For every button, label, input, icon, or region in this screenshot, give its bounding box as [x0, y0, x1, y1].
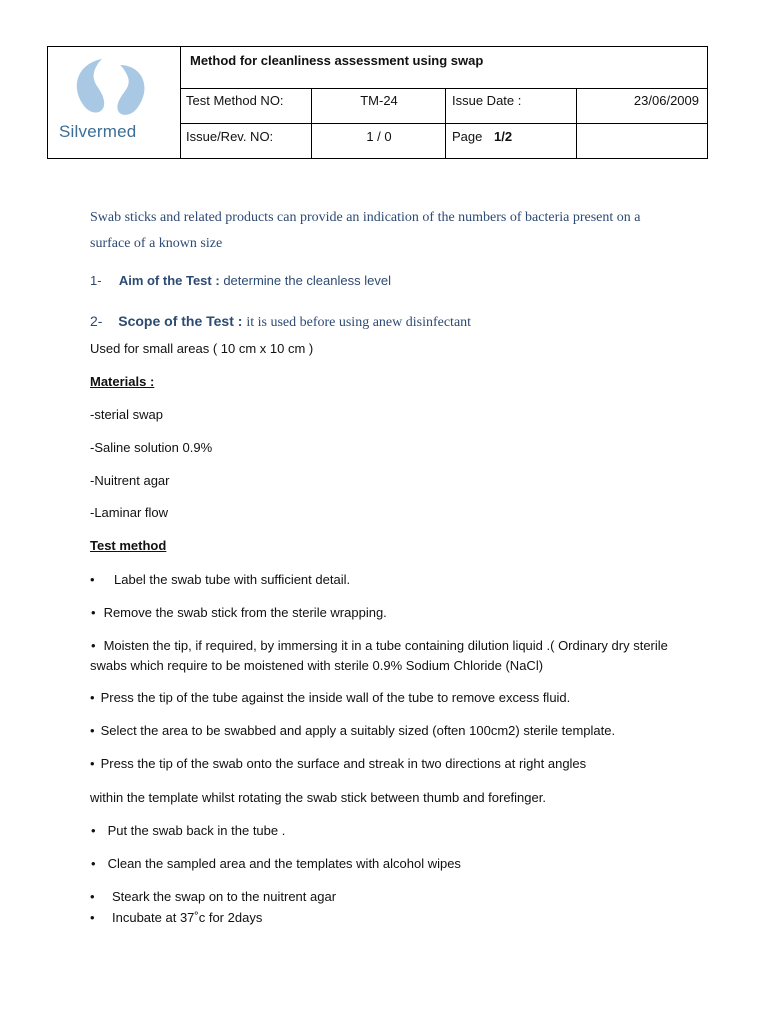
- test-method-label: Test Method NO:: [186, 93, 284, 108]
- scope-label: Scope of the Test :: [118, 313, 243, 329]
- materials-heading: Materials :: [90, 374, 155, 389]
- scope-text: it is used before using anew disinfectant: [246, 315, 472, 330]
- issue-date-value: 23/06/2009: [633, 93, 699, 108]
- step-item: • Remove the swab stick from the sterile wrapping.: [91, 605, 387, 620]
- material-item: -Nuitrent agar: [90, 473, 170, 488]
- document-title-cell: [180, 47, 707, 89]
- bullet-icon: •: [91, 638, 96, 653]
- issue-rev-label-cell: [180, 124, 312, 158]
- step-item: • Moisten the tip, if required, by immersing it in a tube containing dilution liquid .( Ordinary dry sterile: [91, 638, 668, 653]
- issue-date-label: Issue Date :: [452, 93, 522, 108]
- page-label: Page: [452, 129, 483, 144]
- header-table: [47, 46, 708, 159]
- test-method-value: TM-24: [360, 93, 398, 108]
- used-for-text: Used for small areas ( 10 cm x 10 cm ): [90, 341, 314, 356]
- bullet-icon: •: [90, 756, 95, 771]
- bullet-icon: •: [91, 823, 96, 838]
- intro-line-1: Swab sticks and related products can provide an indication of the numbers of bacteria present on a: [90, 210, 641, 225]
- step-continuation: within the template whilst rotating the swab stick between thumb and forefinger.: [90, 790, 546, 805]
- step-item: • Label the swab tube with sufficient detail.: [90, 572, 351, 587]
- step-item: • Put the swab back in the tube .: [91, 823, 286, 838]
- material-item: -Laminar flow: [90, 505, 169, 520]
- material-item: -Saline solution 0.9%: [90, 440, 213, 455]
- silvermed-logo-icon: [60, 53, 170, 123]
- issue-rev-value-cell: [312, 124, 446, 158]
- material-item: -sterial swap: [90, 407, 163, 422]
- aim-section: [90, 273, 391, 288]
- bullet-icon: •: [90, 572, 95, 587]
- step-item: • Press the tip of the tube against the inside wall of the tube to remove excess fluid.: [90, 690, 571, 705]
- aim-label: Aim of the Test :: [118, 273, 220, 288]
- header-row-test-method: [180, 88, 707, 124]
- logo-wordmark: Silvermed: [59, 122, 137, 141]
- step-item: • Press the tip of the swab onto the surface and streak in two directions at right angles: [90, 756, 587, 771]
- step-continuation: swabs which require to be moistened with sterile 0.9% Sodium Chloride (NaCl): [90, 658, 544, 673]
- step-item: • Incubate at 37˚c for 2days: [90, 910, 263, 925]
- test-method-label-cell: [180, 88, 312, 123]
- scope-number: 2-: [90, 313, 103, 329]
- page-value: 1/2: [494, 129, 513, 144]
- test-method-value-cell: [312, 88, 446, 123]
- header-row-issue-rev: [180, 124, 707, 158]
- test-method-heading: Test method: [90, 538, 167, 553]
- document-title: Method for cleanliness assessment using swap: [190, 53, 484, 68]
- page-cell: [446, 124, 577, 158]
- aim-number: 1-: [90, 273, 102, 288]
- step-item: • Steark the swap on to the nuitrent agar: [90, 889, 337, 904]
- bullet-icon: •: [91, 605, 96, 620]
- logo-cell: [48, 47, 181, 158]
- bullet-icon: •: [91, 856, 96, 871]
- bullet-icon: •: [90, 910, 95, 925]
- aim-text: determine the cleanless level: [223, 273, 391, 288]
- intro-line-2: surface of a known size: [90, 236, 223, 251]
- bullet-icon: •: [90, 889, 95, 904]
- step-item: • Clean the sampled area and the templates with alcohol wipes: [91, 856, 461, 871]
- step-item: • Select the area to be swabbed and apply a suitably sized (often 100cm2) sterile template.: [90, 723, 616, 738]
- issue-rev-label: Issue/Rev. NO:: [186, 129, 274, 144]
- scope-section: [90, 313, 471, 331]
- bullet-icon: •: [90, 723, 95, 738]
- issue-rev-value: 1 / 0: [366, 129, 392, 144]
- issue-date-label-cell: [446, 88, 577, 123]
- issue-date-value-cell: [577, 88, 707, 123]
- empty-cell: [577, 124, 707, 158]
- bullet-icon: •: [90, 690, 95, 705]
